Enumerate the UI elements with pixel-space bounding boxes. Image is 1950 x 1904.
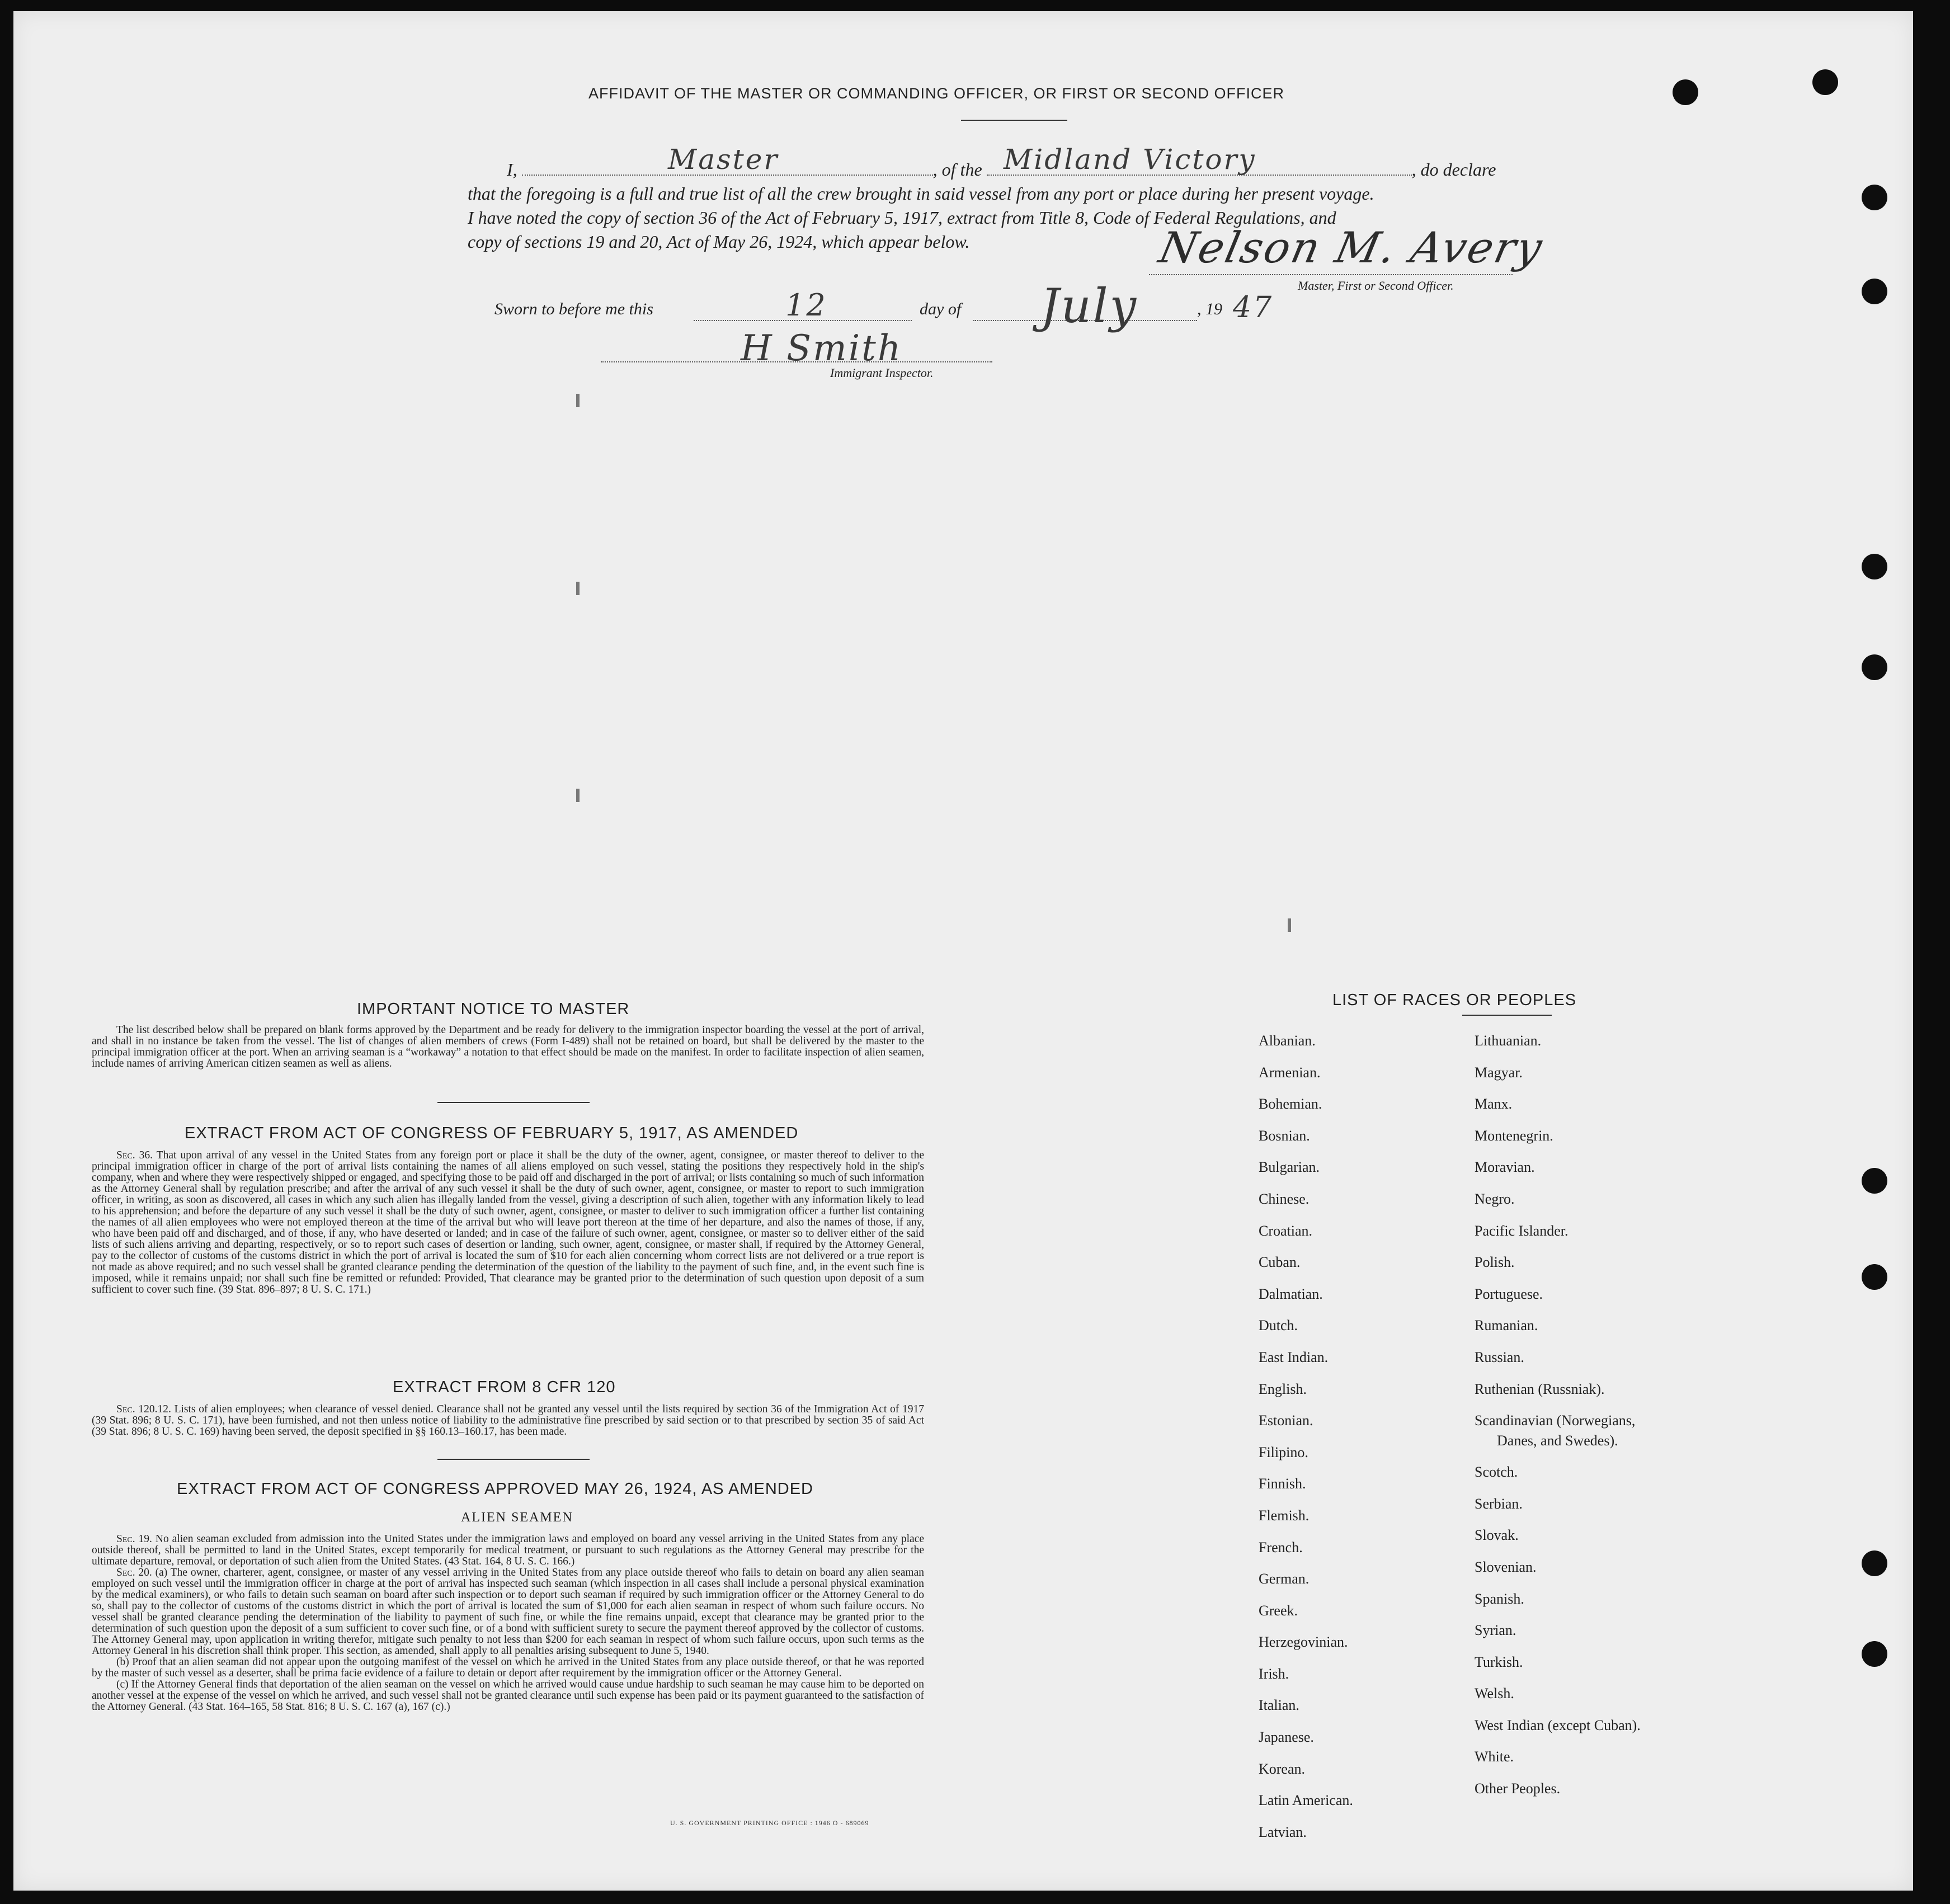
punch-hole [1862,654,1887,680]
race-item: Lithuanian. [1475,1033,1542,1049]
race-item: Flemish. [1259,1507,1310,1524]
races-divider [1462,1015,1552,1016]
race-item: Italian. [1259,1697,1299,1714]
extract-cfr-body [92,1404,924,1438]
race-item: Portuguese. [1475,1285,1543,1302]
extract-1917-title: EXTRACT FROM ACT OF CONGRESS OF FEBRUARY 5, 1917, AS AMENDED [185,1124,799,1142]
race-item: Rumanian. [1475,1317,1538,1334]
punch-hole [1862,1168,1887,1194]
scan-artifact [1288,918,1291,932]
race-item: Danes, and Swedes). [1497,1432,1618,1449]
race-item: West Indian (except Cuban). [1475,1717,1641,1733]
race-item: Scotch. [1475,1464,1518,1481]
race-item: Korean. [1259,1760,1306,1777]
race-item: Russian. [1475,1349,1524,1365]
race-item: Slovenian. [1475,1558,1537,1575]
race-item: Scandinavian (Norwegians, [1475,1412,1636,1429]
race-item: Croatian. [1259,1222,1313,1239]
affidavit-title: AFFIDAVIT OF THE MASTER OR COMMANDING OFFICER, OR FIRST OR SECOND OFFICER [588,85,1285,102]
punch-hole [1862,1550,1887,1576]
race-item: Irish. [1259,1665,1289,1682]
punch-hole [1862,185,1887,210]
scan-artifact [576,582,580,595]
sec-20b-paragraph: (b) Proof that an alien seaman did not appear upon the outgoing manifest of the vessel on which he arrived in the United States from any place outside thereof, or that he was reported by the master of such vessel as a deserter, shall be prima facie evidence of a failure to detain or deport after requirement by the immigration officer or the Attorney General. [92,1656,924,1679]
race-item: Finnish. [1259,1476,1306,1492]
race-item: Slovak. [1475,1527,1519,1544]
sec-19-text: No alien seaman excluded from admission into the United States under the immigration laws and employed on board any vessel arriving in the United States from any place outside thereof, shall be permitted to land in the United States, except temporarily for medical treatment, or pursuant to such regulations as the Attorney General may prescribe for the ultimate departure, removal, or deportation of such alien from the United States. (43 Stat. 164, 8 U. S. C. 166.) [92,1533,924,1567]
year-prefix: , 19 [1197,300,1222,318]
notice-title: IMPORTANT NOTICE TO MASTER [357,1000,630,1018]
race-item: Pacific Islander. [1475,1222,1569,1239]
races-right-column [1475,1033,1641,1812]
race-item: Negro. [1475,1190,1515,1207]
race-item: Bohemian. [1259,1096,1322,1113]
race-item: White. [1475,1749,1514,1765]
race-item: Cuban. [1259,1254,1301,1271]
sec-120-label: Sec. 120.12. [116,1403,171,1415]
race-item: Latvian. [1259,1823,1307,1840]
title-divider [961,120,1067,121]
race-item: Welsh. [1475,1685,1514,1702]
race-item: Magyar. [1475,1064,1523,1081]
race-item: East Indian. [1259,1349,1329,1365]
inspector-caption: Immigrant Inspector. [830,366,934,380]
race-item: Syrian. [1475,1622,1516,1639]
punch-hole [1862,554,1887,579]
race-item: Spanish. [1475,1590,1524,1607]
races-left-column [1259,1033,1353,1855]
cfr-divider [437,1459,590,1460]
sec-20c-paragraph: (c) If the Attorney General finds that deportation of the alien seaman on the vessel on which he arrived would cause undue hardship to such seaman he may cause him to be deported on another vessel at the expense of the vessel on which he arrived, and such vessel shall not be granted clearance until such expense has been paid or its payment guaranteed to the satisfaction of the Attorney General. (43 Stat. 164–165, 58 Stat. 816; 8 U. S. C. 167 (a), 167 (c).) [92,1679,924,1713]
inspector-signature: H Smith [741,328,903,369]
sec-36-text: That upon arrival of any vessel in the United States from any foreign port or place it shall be the duty of the owner, agent, consignee, or master thereof to deliver to the principal immigration officer in charge of the port of arrival lists containing the names of all aliens employed on such vessel, stating the positions they respectively hold in the ship's company, when and where they were respectively shipped or engaged, and specifying those to be paid off and discharged in the port of arrival; or lists containing so much of such information as the Attorney General shall by regulation prescribe; and after the arrival of any such vessel it shall be the duty of such owner, agent, consignee, or master to report to such immigration officer, in writing, as soon as discovered, all cases in which any such alien has illegally landed from the vessel, giving a description of such alien, together with any information likely to lead to his apprehension; and before the departure of any such vessel it shall be the duty of such owner, agent, consignee, or master to deliver to such immigration officer a further list containing the names of all alien employees who were not employed thereon at the time of the arrival but who will leave port thereon at the time of her departure, and also the names of those, if any, who have been paid off and discharged, and of those, if any, who have deserted or landed; and in case of the failure of such owner, agent, consignee, or master so to deliver either of the said lists of such aliens arriving and departing, respectively, or so to report such cases of desertion or landing, such owner, agent, consignee, or master shall, if required by the Attorney General, pay to the collector of customs of the customs district in which the port of arrival is located the sum of $10 for each alien concerning whom correct lists are not delivered or a true report is not made as above required; and no such vessel shall be granted clearance pending the determination of the question of the liability to the payment of such fine, and, in the event such fine is imposed, while it remains unpaid; nor shall such fine be remitted or refunded: Provided, That clearance may be granted prior to the determination of such question upon deposit of a sum sufficient to cover such fine. (39 Stat. 896–897; 8 U. S. C. 171.) [92,1149,924,1295]
sworn-month: July [1040,279,1138,333]
race-item: Japanese. [1259,1729,1314,1746]
extract-1917-body [92,1150,924,1295]
sec-20a-text: (a) The owner, charterer, agent, consignee, or master of any vessel arriving in the United States from any place outside thereof who fails to detain on board any alien seaman employed on such vessel until the immigration officer in charge at the port of arrival has inspected such seaman (which inspection in all cases shall include a personal physical examination by the medical examiners), or who fails to detain such seaman on board after such inspection or to deport such seaman if required by such immigration officer or the Attorney General to do so, shall pay to the collector of customs of the customs district in which the port of arrival is located the sum of $1,000 for each alien seaman in respect of whom such failure occurs. No vessel shall be granted clearance pending the determination of the liability to payment of such fine, or while the fine remains unpaid, except that clearance may be granted prior to the determination of such question upon the deposit of a sum sufficient to cover such fine, or of a bond with sufficient surety to secure the payment thereof approved by the collector of customs. The Attorney General may, upon application in writing therefor, mitigate such penalty to not less than $200 for each seaman in respect of whom such failure occurs, upon such terms as the Attorney General in his discretion shall think proper. This section, as amended, shall apply to all penalties arising subsequent to June 5, 1940. [92,1567,924,1657]
sworn-day: 12 [785,288,827,323]
declaration-line-2: that the foregoing is a full and true list of all the crew brought in said vessel from any port or place during her present voyage. [468,183,1374,204]
sec-19-label: Sec. 19. [116,1533,152,1545]
sec-36-label: Sec. 36. [116,1149,153,1161]
signature-caption: Master, First or Second Officer. [1298,279,1454,293]
sec-19-paragraph [92,1534,924,1567]
extract-1924-body [92,1534,924,1713]
race-item: Manx. [1475,1096,1513,1113]
declaration-i: I, [507,159,517,180]
punch-hole [1862,1641,1887,1667]
race-item: Dutch. [1259,1317,1298,1334]
extract-cfr-title: EXTRACT FROM 8 CFR 120 [393,1378,616,1396]
race-item: French. [1259,1539,1303,1556]
punch-hole [1673,79,1698,105]
signature-line [1149,274,1513,275]
race-item: Moravian. [1475,1159,1535,1176]
sec-20-label: Sec. 20. [116,1567,152,1578]
races-title: LIST OF RACES OR PEOPLES [1332,991,1577,1009]
sec-20a-paragraph [92,1567,924,1657]
declaration-line-3: I have noted the copy of section 36 of the Act of February 5, 1917, extract from Title 8, Code of Federal Regulations, and [468,208,1336,228]
of-the-text: , of the [932,159,982,180]
race-item: German. [1259,1571,1310,1587]
declaration-line-1 [468,158,1514,182]
inspector-line [601,361,992,362]
notice-body: The list described below shall be prepared on blank forms approved by the Department and be ready for delivery to the immigration inspector boarding the vessel at the port of arrival, and shall in no instance be taken from the vessel. The list of changes of alien members of crews (Form I-489) shall not be retained on board, but shall be delivered by the master to the principal immigration officer at the port. When an arriving seaman is a “workaway” a notation to that effect should be made on the manifest. In order to facilitate inspection of alien seamen, include names of arriving American citizen seamen as well as aliens. [92,1024,924,1069]
race-item: Bosnian. [1259,1127,1310,1144]
race-item: Armenian. [1259,1064,1321,1081]
race-item: English. [1259,1380,1307,1397]
punch-hole [1862,1264,1887,1290]
sworn-text: Sworn to before me this [494,300,653,318]
sec-120-text: Lists of alien employees; when clearance of vessel denied. Clearance shall not be granted any vessel until the lists required by section 36 of the Immigration Act of 1917 (39 Stat. 896; 8 U. S. C. 171), have been furnished, and not then unless notice of liability to the administrative fine prescribed by said section or to that prescribed by section 35 of said Act (39 Stat. 896; 8 U. S. C. 169) having been served, the deposit specified in §§ 160.13–160.17, has been made. [92,1403,924,1438]
race-item: Filipino. [1259,1444,1308,1460]
race-item: Dalmatian. [1259,1285,1323,1302]
do-declare-text: , do declare [1411,159,1496,180]
race-item: Chinese. [1259,1190,1310,1207]
race-item: Other Peoples. [1475,1780,1561,1797]
punch-hole [1862,279,1887,304]
day-of-text: day of [920,300,962,318]
race-item: Montenegrin. [1475,1127,1553,1144]
race-item: Polish. [1475,1254,1515,1271]
sworn-year: 47 [1233,291,1274,324]
alien-seamen-subtitle: ALIEN SEAMEN [461,1510,573,1525]
race-item: Bulgarian. [1259,1159,1320,1176]
race-item: Turkish. [1475,1653,1523,1670]
handwritten-name: Master [668,143,779,176]
race-item: Ruthenian (Russniak). [1475,1380,1605,1397]
race-item: Serbian. [1475,1495,1523,1512]
extract-1924-title: EXTRACT FROM ACT OF CONGRESS APPROVED MAY 26, 1924, AS AMENDED [177,1480,813,1498]
declaration-line-4: copy of sections 19 and 20, Act of May 26, 1924, which appear below. [468,232,970,252]
race-item: Latin American. [1259,1792,1353,1809]
handwritten-vessel: Midland Victory [1004,143,1256,176]
race-item: Greek. [1259,1602,1298,1619]
race-item: Albanian. [1259,1033,1316,1049]
race-item: Herzegovinian. [1259,1634,1348,1651]
printer-imprint: U. S. GOVERNMENT PRINTING OFFICE : 1946 O - 689069 [670,1819,869,1827]
scan-artifact [576,394,580,407]
punch-hole [1812,69,1838,95]
master-signature: Nelson M. Avery [1155,223,1548,272]
race-item: Estonian. [1259,1412,1313,1429]
affidavit-form-page [13,11,1913,1891]
scan-artifact [576,789,580,802]
notice-divider [437,1102,590,1103]
